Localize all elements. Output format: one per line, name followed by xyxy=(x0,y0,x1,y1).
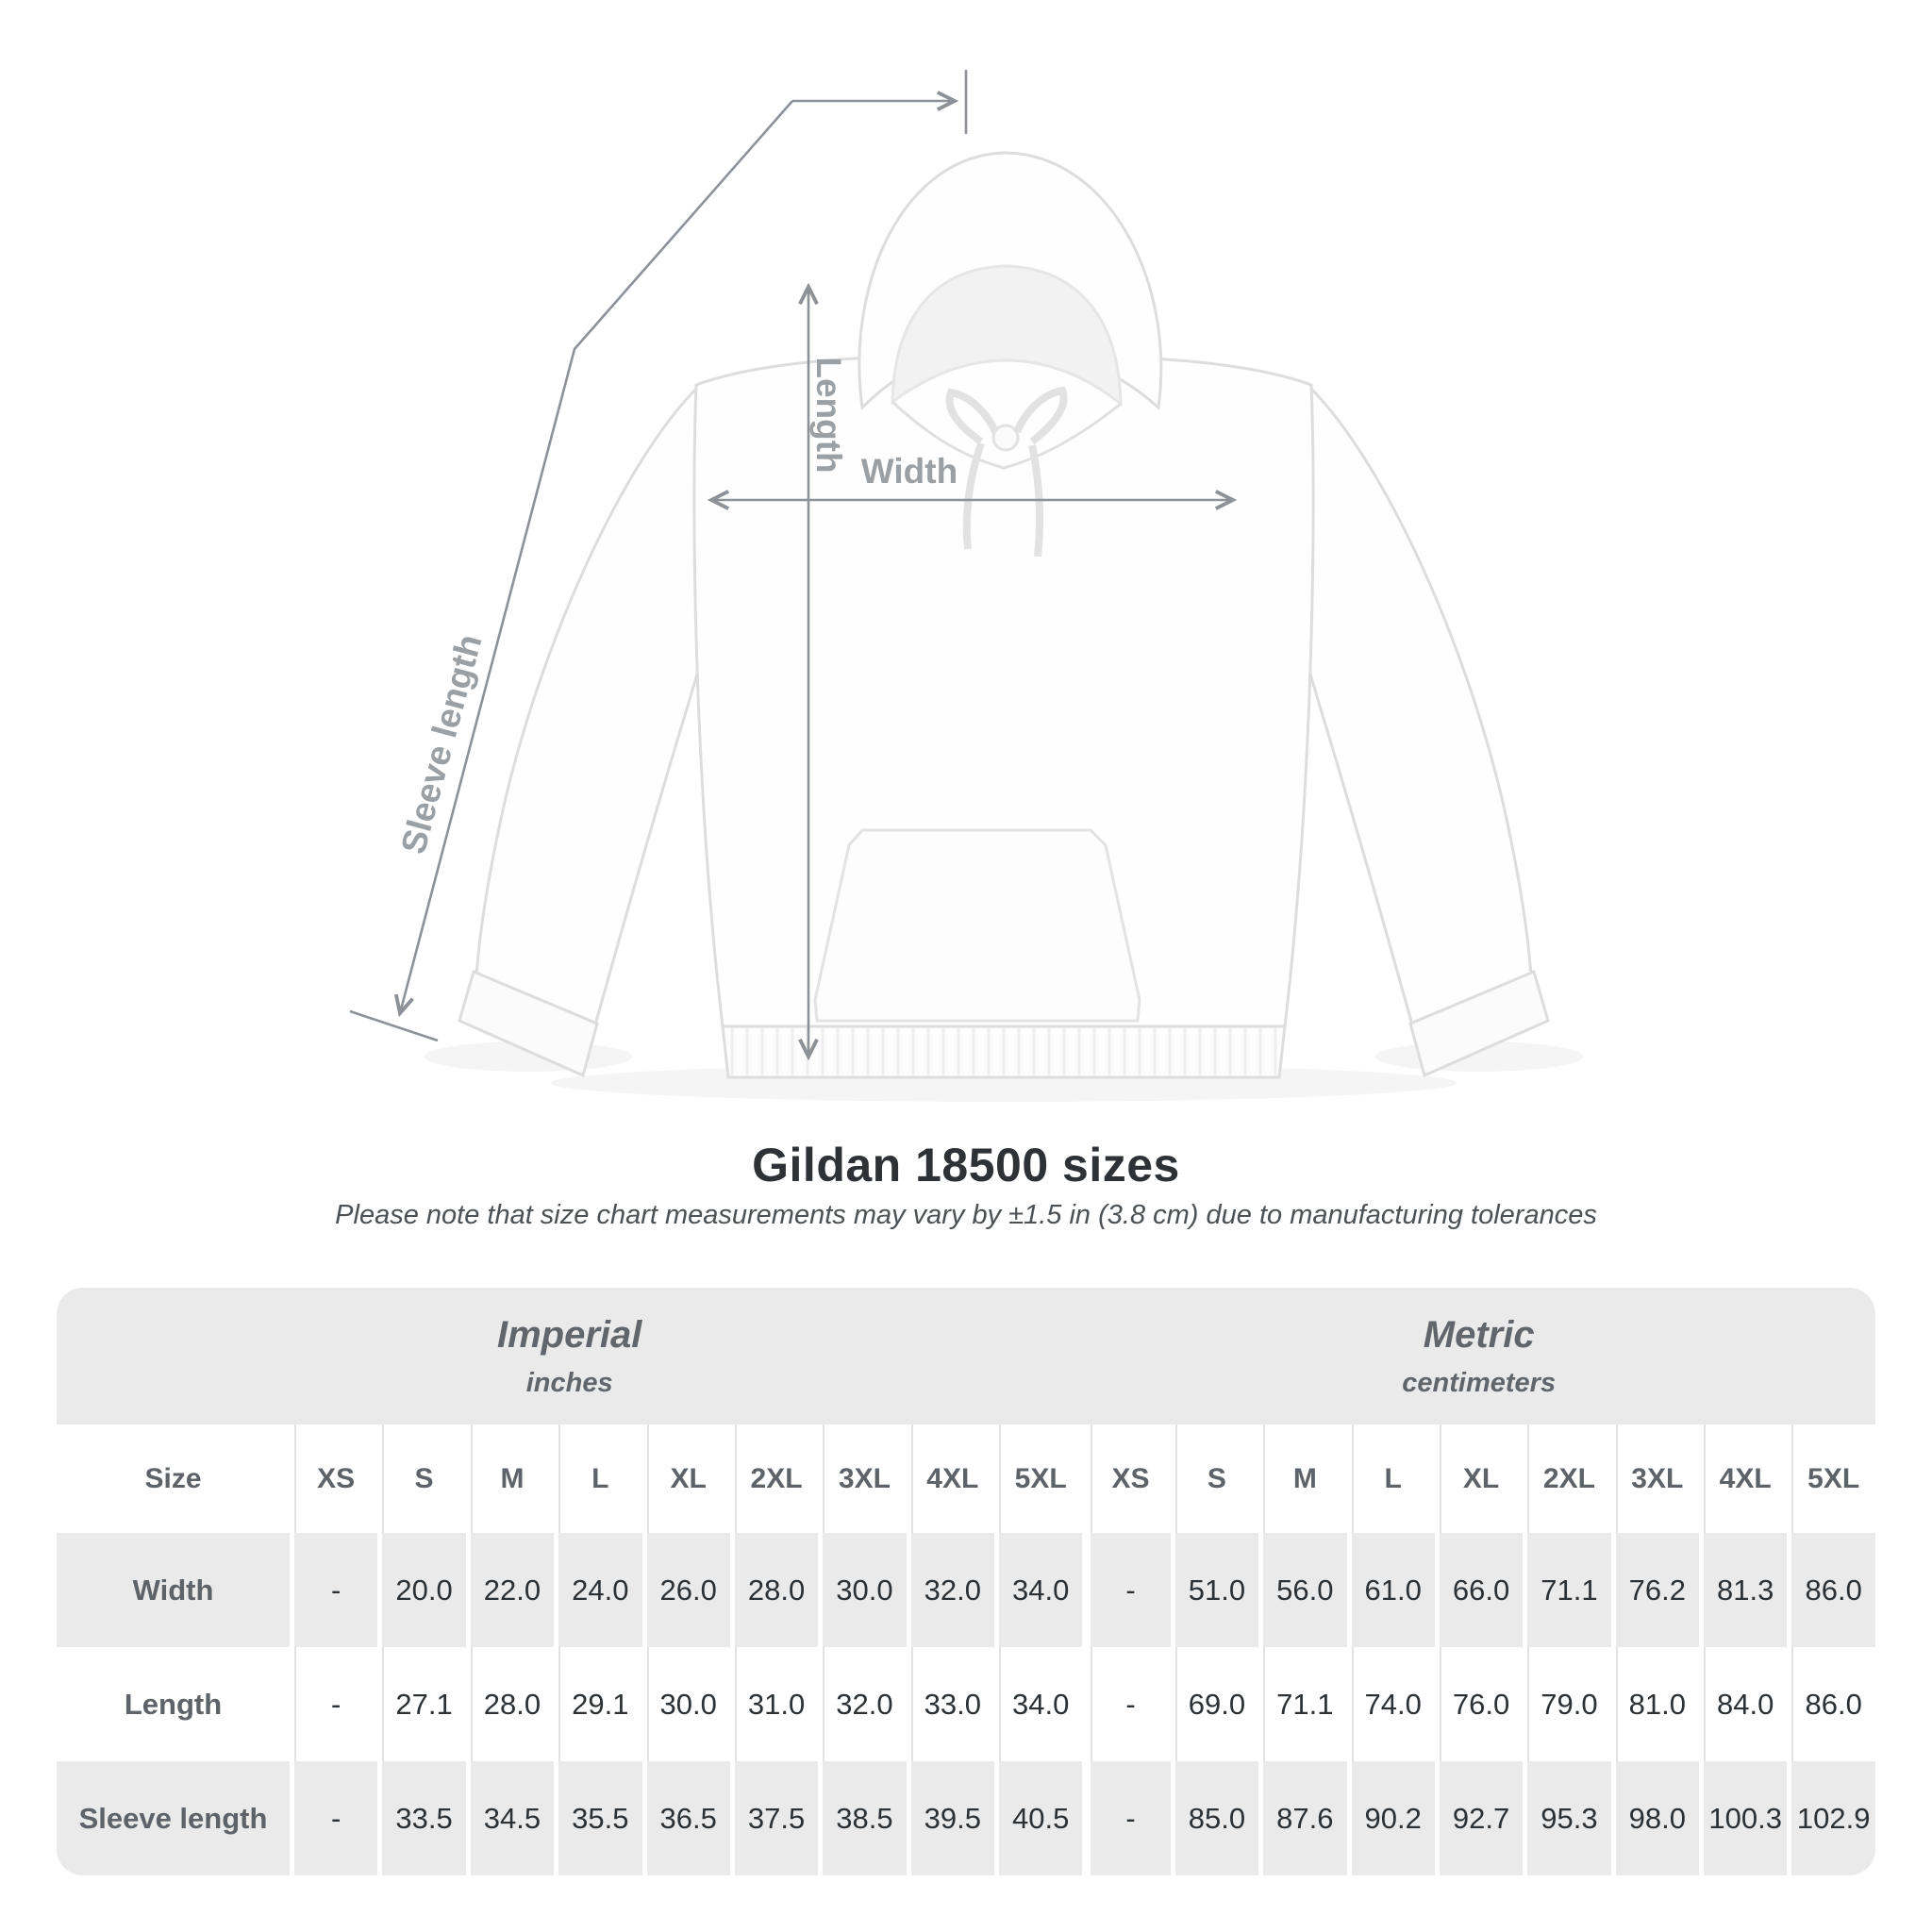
value-cell: 34.0 xyxy=(994,1533,1082,1647)
value-cell: 33.5 xyxy=(377,1761,465,1875)
value-cell: 92.7 xyxy=(1435,1761,1523,1875)
value-cell: 56.0 xyxy=(1258,1533,1346,1647)
size-column-header: Size xyxy=(57,1424,290,1533)
size-cell: 3XL xyxy=(818,1424,906,1533)
size-cell: 2XL xyxy=(730,1424,818,1533)
metric-label: Metric xyxy=(1423,1313,1535,1356)
length-label: Length xyxy=(809,357,848,474)
value-cell: 37.5 xyxy=(730,1761,818,1875)
size-table xyxy=(57,1288,1875,1875)
size-cell: XS xyxy=(290,1424,377,1533)
value-cell: - xyxy=(1082,1761,1170,1875)
size-cell: L xyxy=(554,1424,641,1533)
value-cell: 31.0 xyxy=(730,1647,818,1761)
value-cell: 69.0 xyxy=(1171,1647,1258,1761)
unit-header-row xyxy=(57,1288,1875,1424)
value-cell: 71.1 xyxy=(1523,1533,1610,1647)
value-cell: 28.0 xyxy=(466,1647,554,1761)
value-cell: 35.5 xyxy=(554,1761,641,1875)
size-cell: XS xyxy=(1082,1424,1170,1533)
value-cell: 76.2 xyxy=(1611,1533,1699,1647)
tolerance-note: Please note that size chart measurements may vary by ±1.5 in (3.8 cm) due to manufacturing tolerances xyxy=(335,1200,1597,1230)
size-cell: M xyxy=(466,1424,554,1533)
row-label: Length xyxy=(57,1647,290,1761)
imperial-section-header xyxy=(57,1288,1082,1424)
cuff-tick-line xyxy=(350,1011,438,1041)
value-cell: 90.2 xyxy=(1347,1761,1435,1875)
size-cell: XL xyxy=(642,1424,730,1533)
hoodie-garment xyxy=(459,153,1548,1077)
value-cell: 76.0 xyxy=(1435,1647,1523,1761)
size-cell: 5XL xyxy=(994,1424,1082,1533)
hoodie-hem-band xyxy=(723,1026,1285,1077)
value-cell: 36.5 xyxy=(642,1761,730,1875)
value-cell: 38.5 xyxy=(818,1761,906,1875)
size-cell: 2XL xyxy=(1523,1424,1610,1533)
value-cell: 61.0 xyxy=(1347,1533,1435,1647)
value-cell: 34.0 xyxy=(994,1647,1082,1761)
value-cell: 100.3 xyxy=(1699,1761,1787,1875)
size-cell: 4XL xyxy=(1699,1424,1787,1533)
value-cell: - xyxy=(290,1647,377,1761)
hoodie-pocket xyxy=(815,830,1140,1021)
value-cell: 79.0 xyxy=(1523,1647,1610,1761)
value-cell: 33.0 xyxy=(907,1647,994,1761)
value-cell: 86.0 xyxy=(1787,1647,1875,1761)
value-cell: 71.1 xyxy=(1258,1647,1346,1761)
metric-unit: centimeters xyxy=(1402,1367,1557,1398)
value-cell: 28.0 xyxy=(730,1533,818,1647)
value-cell: 81.3 xyxy=(1699,1533,1787,1647)
value-cell: 81.0 xyxy=(1611,1647,1699,1761)
value-cell: 32.0 xyxy=(818,1647,906,1761)
value-cell: 32.0 xyxy=(907,1533,994,1647)
hoodie-drawstring-knot xyxy=(993,425,1018,450)
width-label: Width xyxy=(860,452,958,491)
table-row-width xyxy=(57,1533,1875,1647)
value-cell: 95.3 xyxy=(1523,1761,1610,1875)
value-cell: 24.0 xyxy=(554,1533,641,1647)
value-cell: 20.0 xyxy=(377,1533,465,1647)
value-cell: 86.0 xyxy=(1787,1533,1875,1647)
value-cell: 40.5 xyxy=(994,1761,1082,1875)
size-cell: S xyxy=(1171,1424,1258,1533)
metric-section-header xyxy=(1082,1288,1875,1424)
size-cell: L xyxy=(1347,1424,1435,1533)
value-cell: 39.5 xyxy=(907,1761,994,1875)
size-header-row xyxy=(57,1424,1875,1533)
value-cell: 22.0 xyxy=(466,1533,554,1647)
value-cell: 102.9 xyxy=(1787,1761,1875,1875)
value-cell: 87.6 xyxy=(1258,1761,1346,1875)
value-cell: 84.0 xyxy=(1699,1647,1787,1761)
size-cell: M xyxy=(1258,1424,1346,1533)
value-cell: - xyxy=(1082,1533,1170,1647)
imperial-unit: inches xyxy=(525,1367,613,1398)
value-cell: 30.0 xyxy=(818,1533,906,1647)
value-cell: - xyxy=(290,1761,377,1875)
table-row-sleeve-length xyxy=(57,1761,1875,1875)
value-cell: 66.0 xyxy=(1435,1533,1523,1647)
value-cell: 85.0 xyxy=(1171,1761,1258,1875)
page-title: Gildan 18500 sizes xyxy=(752,1139,1180,1191)
value-cell: 74.0 xyxy=(1347,1647,1435,1761)
sleeve-length-label: Sleeve length xyxy=(393,630,490,858)
size-cell: S xyxy=(377,1424,465,1533)
row-label: Sleeve length xyxy=(57,1761,290,1875)
row-label: Width xyxy=(57,1533,290,1647)
size-cell: 4XL xyxy=(907,1424,994,1533)
value-cell: 29.1 xyxy=(554,1647,641,1761)
size-cell: 5XL xyxy=(1787,1424,1875,1533)
value-cell: 27.1 xyxy=(377,1647,465,1761)
table-row-length xyxy=(57,1647,1875,1761)
value-cell: 26.0 xyxy=(642,1533,730,1647)
value-cell: - xyxy=(290,1533,377,1647)
value-cell: 30.0 xyxy=(642,1647,730,1761)
value-cell: 51.0 xyxy=(1171,1533,1258,1647)
imperial-label: Imperial xyxy=(496,1313,642,1356)
size-cell: XL xyxy=(1435,1424,1523,1533)
value-cell: - xyxy=(1082,1647,1170,1761)
value-cell: 34.5 xyxy=(466,1761,554,1875)
value-cell: 98.0 xyxy=(1611,1761,1699,1875)
size-cell: 3XL xyxy=(1611,1424,1699,1533)
